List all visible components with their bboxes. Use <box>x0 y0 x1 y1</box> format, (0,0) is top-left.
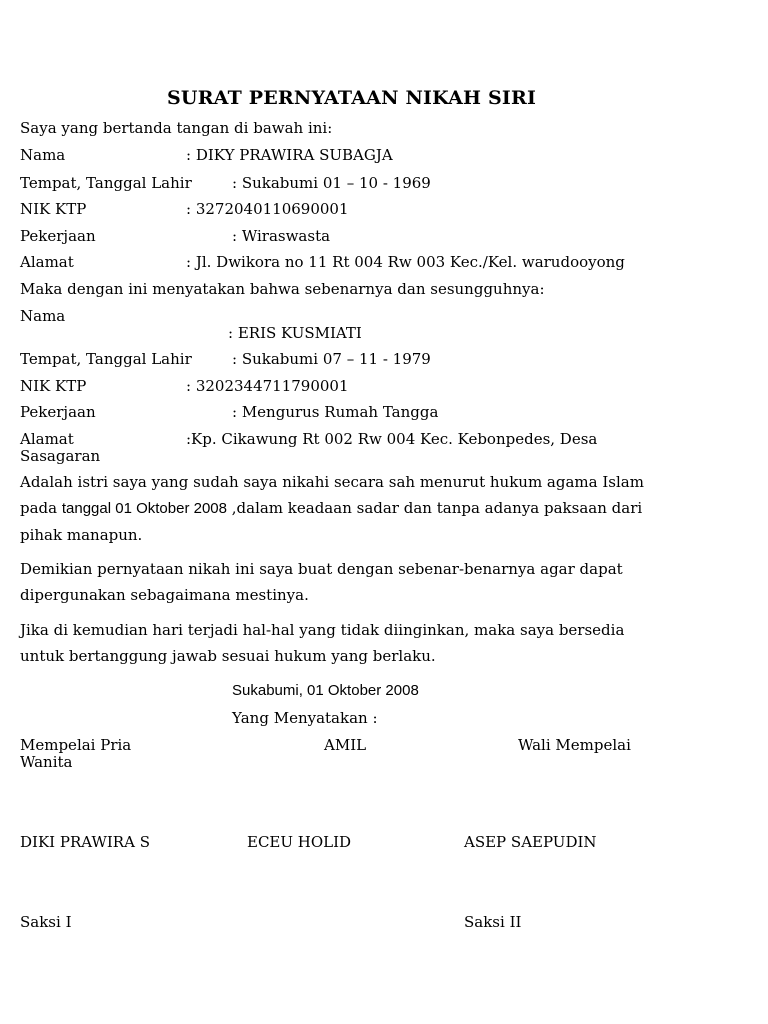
person2-nik-value: : 3202344711790001 <box>186 377 349 395</box>
paragraph-marriage <box>20 469 720 548</box>
person1-birth-value: : Sukabumi 01 – 10 - 1969 <box>232 174 431 192</box>
person1-nik-value: : 3272040110690001 <box>186 200 349 218</box>
amil-name: ECEU HOLID <box>247 833 352 851</box>
wali-name: ASEP SAEPUDIN <box>464 833 597 851</box>
paragraph-responsibility <box>20 617 720 669</box>
person2-name-value: : ERIS KUSMIATI <box>228 324 362 342</box>
groom-name: DIKI PRAWIRA S <box>20 833 150 851</box>
paragraph-marriage-text: pada <box>20 499 62 517</box>
paragraph-responsibility-line: Jika di kemudian hari terjadi hal-hal yang tidak diinginkan, maka saya bersedia <box>20 621 625 639</box>
person2-address-label: Alamat <box>20 430 74 448</box>
marriage-date: tanggal 01 Oktober 2008 <box>61 500 227 517</box>
person2-job-value: : Mengurus Rumah Tangga <box>232 403 439 421</box>
wali-role-cont: Wanita <box>20 753 73 771</box>
amil-role: AMIL <box>324 736 367 754</box>
person1-name-value: : DIKY PRAWIRA SUBAGJA <box>186 146 393 164</box>
person2-nik-label: NIK KTP <box>20 377 87 395</box>
person1-birth-label: Tempat, Tanggal Lahir <box>20 174 192 192</box>
statement-text: Maka dengan ini menyatakan bahwa sebenarnya dan sesungguhnya: <box>20 280 545 298</box>
person2-name-label: Nama <box>20 307 66 325</box>
person1-name-label: Nama <box>20 146 66 164</box>
person2-birth-label: Tempat, Tanggal Lahir <box>20 350 192 368</box>
paragraph-closing <box>20 556 720 608</box>
paragraph-closing-line: Demikian pernyataan nikah ini saya buat dengan sebenar-benarnya agar dapat <box>20 560 623 578</box>
wali-role: Wali Mempelai <box>518 736 631 754</box>
person2-job-label: Pekerjaan <box>20 403 96 421</box>
document-title: SURAT PERNYATAAN NIKAH SIRI <box>167 87 537 109</box>
paragraph-responsibility-line: untuk bertanggung jawab sesuai hukum yang berlaku. <box>20 647 436 665</box>
paragraph-marriage-text: ,dalam keadaan sadar dan tanpa adanya paksaan dari <box>226 499 643 517</box>
person1-address-label: Alamat <box>20 253 74 271</box>
place-date: Sukabumi, 01 Oktober 2008 <box>232 682 419 699</box>
paragraph-marriage-line: pihak manapun. <box>20 526 143 544</box>
paragraph-marriage-line <box>20 495 720 522</box>
paragraph-closing-line: dipergunakan sebagaimana mestinya. <box>20 586 309 604</box>
person2-address-value: :Kp. Cikawung Rt 002 Rw 004 Kec. Kebonpedes, Desa <box>186 430 598 448</box>
person2-address-value-cont: Sasagaran <box>20 447 101 465</box>
declarant-label: Yang Menyatakan : <box>232 709 378 727</box>
paragraph-marriage-line: Adalah istri saya yang sudah saya nikahi secara sah menurut hukum agama Islam <box>20 473 644 491</box>
person2-birth-value: : Sukabumi 07 – 11 - 1979 <box>232 350 431 368</box>
intro-text: Saya yang bertanda tangan di bawah ini: <box>20 119 333 137</box>
person1-job-value: : Wiraswasta <box>232 227 331 245</box>
person1-nik-label: NIK KTP <box>20 200 87 218</box>
person1-job-label: Pekerjaan <box>20 227 96 245</box>
groom-role: Mempelai Pria <box>20 736 132 754</box>
witness-2-label: Saksi II <box>464 913 522 931</box>
person1-address-value: : Jl. Dwikora no 11 Rt 004 Rw 003 Kec./Kel. warudooyong <box>186 253 625 271</box>
witness-1-label: Saksi I <box>20 913 72 931</box>
